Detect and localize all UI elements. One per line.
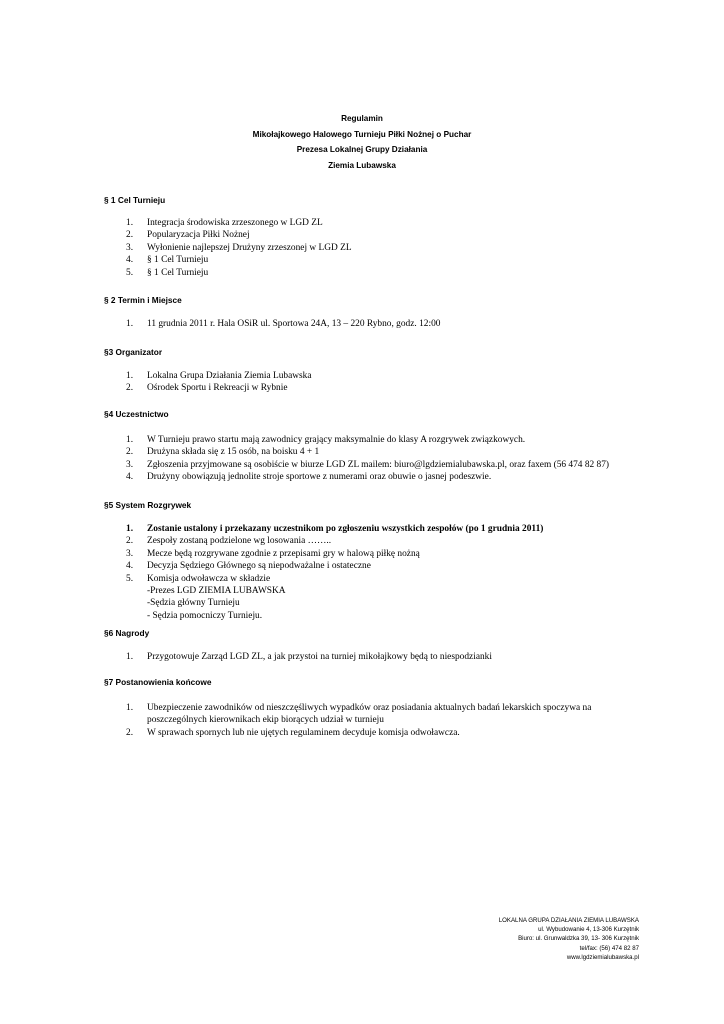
section-heading-3: §3 Organizator xyxy=(104,347,163,357)
list-number: 1. xyxy=(126,524,134,534)
section-heading-6: §6 Nagrody xyxy=(104,628,150,638)
list-subline: -Sędzia główny Turnieju xyxy=(147,598,240,609)
list-number: 5. xyxy=(126,573,134,584)
section-heading-1: § 1 Cel Turnieju xyxy=(104,195,166,205)
list-text: Popularyzacja Piłki Nożnej xyxy=(147,230,250,241)
list-text: Zespoły zostaną podzielone wg losowania …….. xyxy=(147,536,332,547)
list-number: 1. xyxy=(126,652,134,662)
section-list-5 xyxy=(104,523,543,622)
section-list-6 xyxy=(104,651,492,663)
list-text: Zostanie ustalony i przekazany uczestnikom po zgłoszeniu wszystkich zespołów (po 1 grudnia 2011) xyxy=(147,524,544,534)
list-item xyxy=(104,242,352,254)
list-text: Lokalna Grupa Działania Ziemia Lubawska xyxy=(147,371,312,381)
list-number: 2. xyxy=(126,230,134,241)
section-heading-7: §7 Postanowienia końcowe xyxy=(104,677,212,687)
list-number: 3. xyxy=(126,459,134,470)
list-text: Drużyny obowiązują jednolite stroje sportowe z numerami oraz obuwie o jasnej podeszwie. xyxy=(147,472,492,483)
title-line-4: Ziemia Lubawska xyxy=(328,160,396,170)
list-text: Drużyna składa się z 15 osób, na boisku 4 + 1 xyxy=(147,447,320,458)
list-text: Komisja odwoławcza w składzie xyxy=(147,573,271,584)
list-text: Mecze będą rozgrywane zgodnie z przepisami gry w halową piłkę nożną xyxy=(147,548,420,559)
list-text: § 1 Cel Turnieju xyxy=(147,267,209,278)
footer-address xyxy=(499,916,639,962)
list-number: 5. xyxy=(126,267,134,278)
list-item xyxy=(104,459,609,471)
list-item xyxy=(104,523,543,535)
list-text: § 1 Cel Turnieju xyxy=(147,255,209,266)
list-item xyxy=(104,560,543,572)
section-heading-5: §5 System Rozgrywek xyxy=(104,500,192,510)
list-text: Decyzja Sędziego Głównego są niepodważalne i ostateczne xyxy=(147,561,371,572)
footer-line-5: www.lgdziemialubawska.pl xyxy=(566,953,639,961)
footer-line-4: tel/fax: (56) 474 82 87 xyxy=(579,944,639,952)
list-subline: - Sędzia pomocniczy Turnieju. xyxy=(147,610,263,621)
document-title xyxy=(0,111,724,173)
list-item xyxy=(104,471,609,483)
list-item xyxy=(104,318,440,330)
list-text: Ubezpieczenie zawodników od nieszczęśliwych wypadków oraz posiadania aktualnych badań lekarskich spoczywa na xyxy=(147,703,592,713)
list-continuation: poszczególnych kierownikach ekip biorących udział w turnieju xyxy=(147,715,384,726)
list-text: W sprawach spornych lub nie ujętych regulaminem decyduje komisja odwoławcza. xyxy=(147,727,460,738)
list-subline: -Prezes LGD ZIEMIA LUBAWSKA xyxy=(147,586,286,597)
list-item xyxy=(104,535,543,547)
footer-line-2: ul. Wybudowanie 4, 13-306 Kurzętnik xyxy=(538,926,639,934)
list-item xyxy=(104,217,352,229)
section-heading-2: § 2 Termin i Miejsce xyxy=(104,295,182,305)
section-list-1 xyxy=(104,217,352,279)
list-text: Zgłoszenia przyjmowane są osobiście w biurze LGD ZL mailem: biuro@lgdziemialubawska.pl, oraz faxem (56 474 82 87) xyxy=(147,459,610,470)
list-number: 1. xyxy=(126,703,134,713)
footer-line-3: Biuro: ul. Grunwaldzka 39, 13- 306 Kurzętnik xyxy=(518,935,639,943)
list-number: 3. xyxy=(126,548,134,559)
list-item xyxy=(104,434,609,446)
list-text: Przygotowuje Zarząd LGD ZL, a jak przystoi na turniej mikołajkowy będą to niespodzianki xyxy=(147,652,492,662)
list-number: 2. xyxy=(126,727,134,738)
section-heading-4: §4 Uczestnictwo xyxy=(104,409,169,419)
list-number: 1. xyxy=(126,218,134,228)
title-line-2: Mikołajkowego Halowego Turnieju Piłki Nożnej o Puchar xyxy=(252,129,472,139)
list-item xyxy=(104,254,352,266)
footer-line-1: LOKALNA GRUPA DZIAŁANIA ZIEMIA LUBAWSKA xyxy=(498,917,639,924)
list-item xyxy=(104,573,543,623)
list-item xyxy=(104,267,352,279)
section-list-7 xyxy=(104,702,591,739)
title-line-1: Regulamin xyxy=(341,114,383,123)
list-item xyxy=(104,727,591,739)
list-text: Ośrodek Sportu i Rekreacji w Rybnie xyxy=(147,383,288,394)
list-number: 2. xyxy=(126,383,134,394)
list-number: 4. xyxy=(126,472,134,483)
list-text: Integracja środowiska zrzeszonego w LGD ZL xyxy=(147,218,323,228)
section-list-3 xyxy=(104,370,312,395)
list-item xyxy=(104,446,609,458)
list-text: W Turnieju prawo startu mają zawodnicy grający maksymalnie do klasy A rozgrywek związkowych. xyxy=(147,435,526,445)
list-item xyxy=(104,382,312,394)
list-number: 4. xyxy=(126,561,134,572)
list-item xyxy=(104,229,352,241)
section-list-4 xyxy=(104,434,609,484)
section-list-2 xyxy=(104,318,440,330)
list-number: 1. xyxy=(126,319,134,329)
list-number: 1. xyxy=(126,435,134,445)
list-item xyxy=(104,702,591,727)
list-number: 2. xyxy=(126,447,134,458)
title-line-3: Prezesa Lokalnej Grupy Działania xyxy=(296,145,428,155)
list-number: 4. xyxy=(126,255,134,266)
list-number: 3. xyxy=(126,242,134,253)
list-item xyxy=(104,548,543,560)
list-item xyxy=(104,370,312,382)
list-text: 11 grudnia 2011 r. Hala OSiR ul. Sportowa 24A, 13 – 220 Rybno, godz. 12:00 xyxy=(147,319,441,329)
list-number: 2. xyxy=(126,536,134,547)
list-item xyxy=(104,651,492,663)
list-number: 1. xyxy=(126,371,134,381)
list-text: Wyłonienie najlepszej Drużyny zrzeszonej w LGD ZL xyxy=(147,242,352,253)
